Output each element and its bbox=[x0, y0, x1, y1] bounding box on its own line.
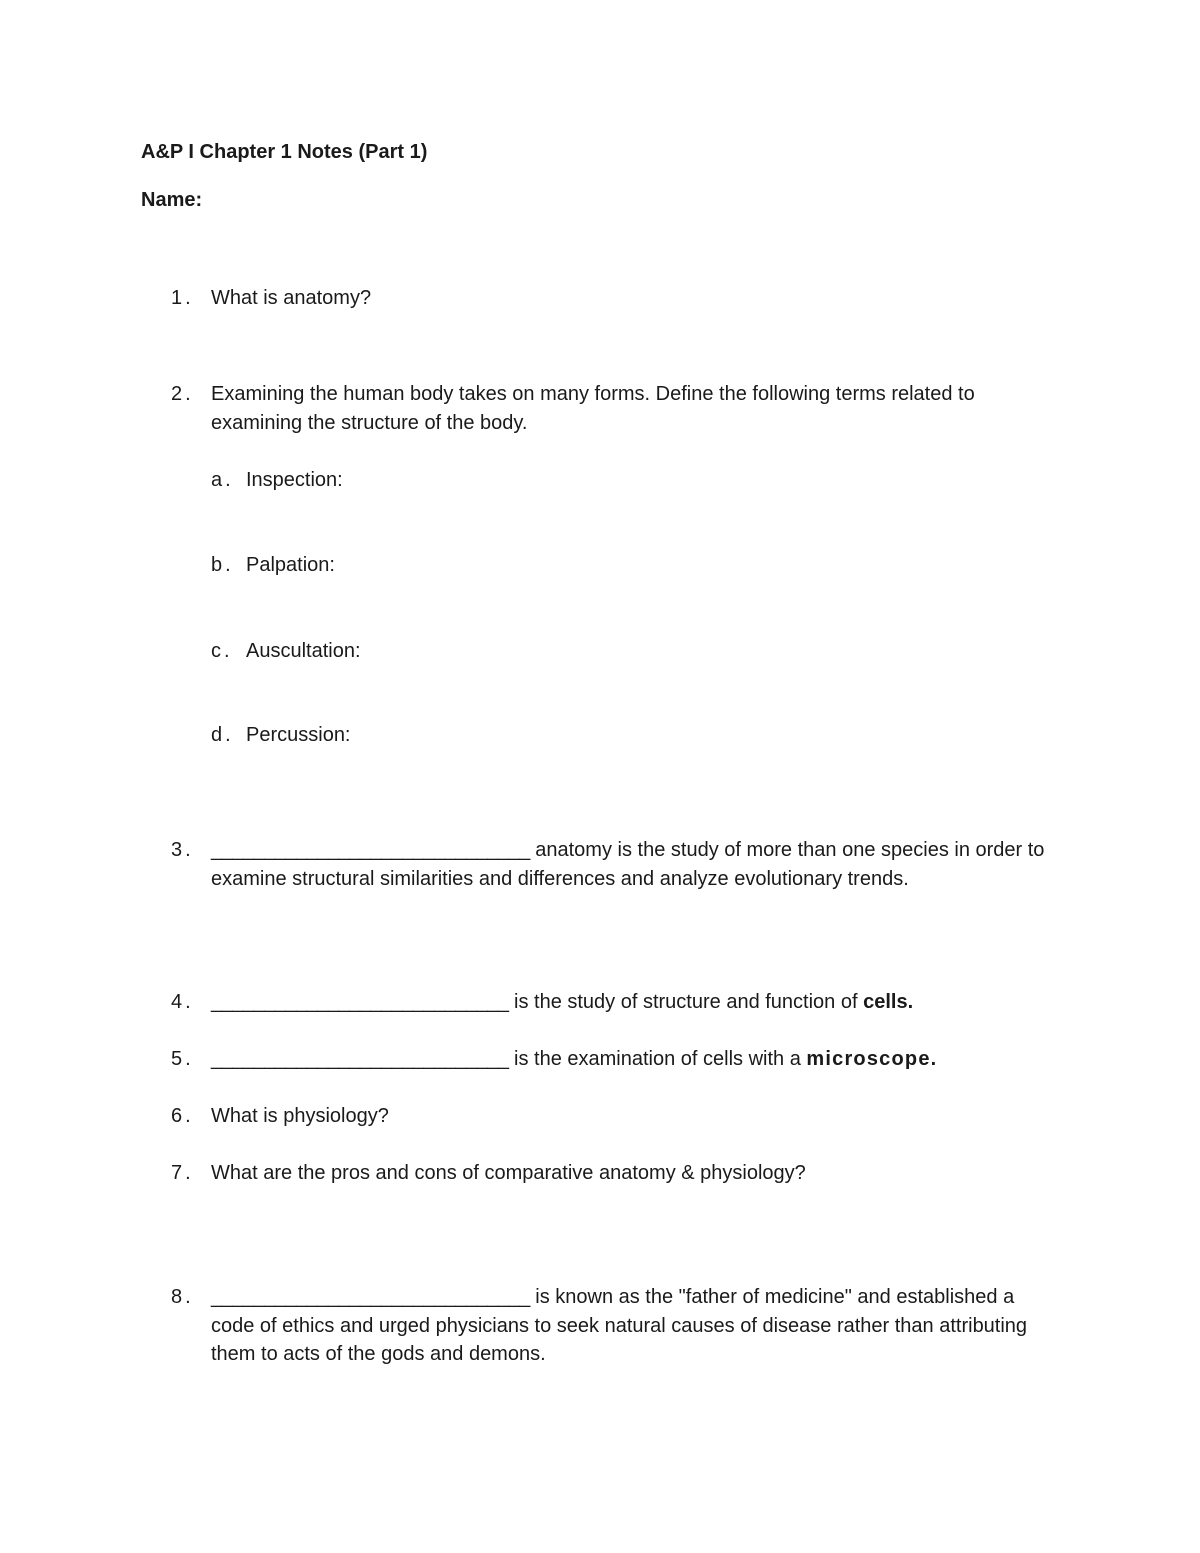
question-4 bbox=[171, 988, 1051, 1017]
question-text bbox=[211, 1283, 1051, 1369]
question-text bbox=[211, 1045, 1051, 1074]
answer-blank: ______________________________ bbox=[211, 1286, 530, 1308]
subitem-letter: d. bbox=[211, 724, 234, 746]
question-body: is the study of structure and function of bbox=[508, 991, 864, 1013]
question-text: What is physiology? bbox=[211, 1105, 389, 1127]
subitem-letter: a. bbox=[211, 469, 234, 491]
question-text bbox=[211, 988, 1051, 1017]
question-7 bbox=[171, 1159, 1051, 1188]
subitem-text: Auscultation: bbox=[246, 640, 361, 662]
question-number: 4. bbox=[171, 991, 194, 1013]
question-number: 5. bbox=[171, 1048, 194, 1070]
question-number: 8. bbox=[171, 1286, 194, 1308]
subitem-letter: c. bbox=[211, 640, 233, 662]
question-text bbox=[211, 836, 1051, 893]
subitem-letter: b. bbox=[211, 554, 234, 576]
question-body: is the examination of cells with a bbox=[508, 1048, 807, 1070]
question-text: What are the pros and cons of comparative anatomy & physiology? bbox=[211, 1162, 806, 1184]
question-6 bbox=[171, 1102, 1051, 1131]
question-text: Examining the human body takes on many forms. Define the following terms related to examining the structure of the body. bbox=[211, 383, 975, 434]
name-label: Name: bbox=[141, 189, 203, 211]
question-number: 3. bbox=[171, 839, 194, 861]
question-body: is known as the "father of medicine" and established a code of ethics and urged physicians to seek natural causes of disease rather than attributing them to acts of the gods and demons. bbox=[211, 1286, 1028, 1365]
question-2 bbox=[171, 380, 1051, 437]
subitem-text: Inspection: bbox=[246, 469, 343, 491]
bold-term: cells. bbox=[863, 991, 914, 1013]
bold-term: microscope. bbox=[806, 1048, 938, 1070]
subitem-text: Percussion: bbox=[246, 724, 351, 746]
question-3 bbox=[171, 836, 1051, 893]
question-number: 2. bbox=[171, 383, 194, 405]
subitem-d bbox=[211, 721, 351, 749]
question-number: 7. bbox=[171, 1162, 194, 1184]
question-8 bbox=[171, 1283, 1051, 1369]
question-number: 6. bbox=[171, 1105, 194, 1127]
subitem-a bbox=[211, 466, 343, 494]
subitem-text: Palpation: bbox=[246, 554, 335, 576]
answer-blank: ____________________________ bbox=[211, 1048, 509, 1070]
answer-blank: ______________________________ bbox=[211, 839, 530, 861]
answer-blank: ____________________________ bbox=[211, 991, 509, 1013]
question-text: What is anatomy? bbox=[211, 287, 372, 309]
question-1 bbox=[171, 284, 1051, 313]
question-body: anatomy is the study of more than one species in order to examine structural similarities and differences and analyze evolutionary trends. bbox=[211, 839, 1045, 890]
question-number: 1. bbox=[171, 287, 194, 309]
question-5 bbox=[171, 1045, 1051, 1074]
subitem-b bbox=[211, 551, 335, 579]
document-title: A&P I Chapter 1 Notes (Part 1) bbox=[141, 141, 428, 163]
subitem-c bbox=[211, 637, 361, 665]
